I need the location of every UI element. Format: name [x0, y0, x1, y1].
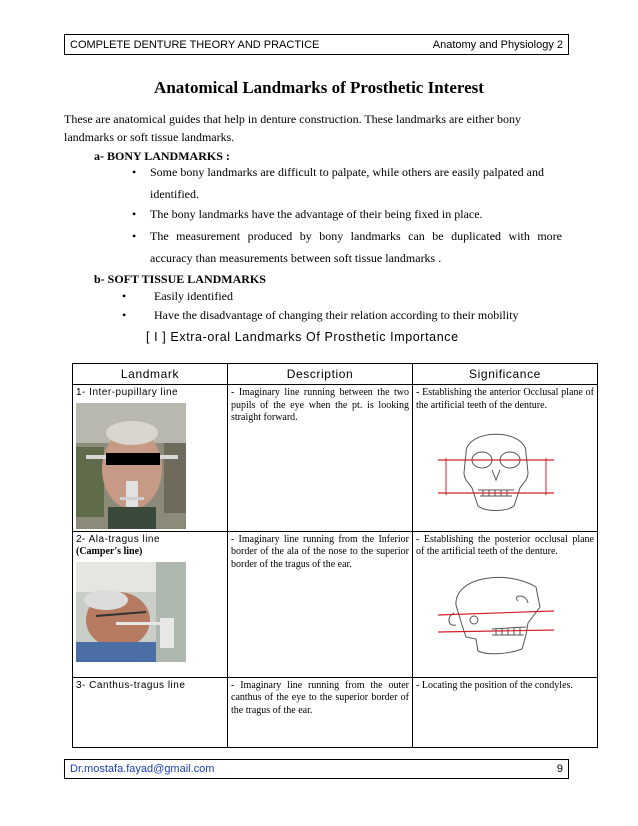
header-left: COMPLETE DENTURE THEORY AND PRACTICE [70, 38, 320, 51]
col-header-landmark: Landmark [73, 364, 228, 385]
col-header-description: Description [228, 364, 413, 385]
description-cell: - Imaginary line running from the Inferior border of the ala of the nose to the superior border of the tragus of the ear. [228, 531, 413, 677]
section-subheading: [ I ] Extra-oral Landmarks Of Prosthetic Importance [146, 330, 459, 344]
bony-bullet-3-line-1: The measurement produced by bony landmarks can be duplicated with more [150, 229, 562, 243]
bony-bullet-1-line-1: Some bony landmarks are difficult to palpate, while others are easily palpated and [150, 165, 544, 179]
page-footer [64, 759, 569, 779]
soft-bullet-2-text: Have the disadvantage of changing their relation according to their mobility [154, 308, 519, 322]
intro-line-1: These are anatomical guides that help in denture construction. These landmarks are either bony [64, 112, 521, 126]
bony-heading: a- BONY LANDMARKS : [94, 149, 230, 163]
bony-bullet-3 [132, 227, 562, 267]
significance-text: - Establishing the posterior occlusal plane of the artificial teeth of the denture. [416, 533, 594, 557]
bony-bullet-1 [132, 163, 567, 203]
table-row [73, 677, 598, 747]
landmark-label: 3- Canthus-tragus line [76, 679, 186, 691]
soft-bullet-2 [122, 306, 567, 324]
skull-front-diagram [436, 418, 556, 513]
significance-cell [413, 385, 598, 532]
soft-bullet-1 [122, 287, 562, 305]
bullet-icon: • [132, 229, 137, 243]
landmark-cell [73, 677, 228, 747]
landmarks-table [72, 363, 598, 748]
col-header-significance: Significance [413, 364, 598, 385]
skull-side-diagram [436, 565, 556, 660]
landmark-cell [73, 531, 228, 677]
bullet-icon: • [132, 207, 137, 221]
table-row [73, 531, 598, 677]
guide-line [438, 611, 554, 615]
bullet-icon: • [122, 289, 127, 303]
landmark-cell [73, 385, 228, 532]
significance-cell [413, 531, 598, 677]
bullet-icon: • [122, 308, 127, 322]
intro-line-2: landmarks or soft tissue landmarks. [64, 130, 235, 144]
description-cell: - Imaginary line running between the two pupils of the eye when the pt. is looking straight forward. [228, 385, 413, 532]
bony-bullet-2-text: The bony landmarks have the advantage of their being fixed in place. [150, 207, 483, 221]
bony-bullet-3-line-2: accuracy than measurements between soft tissue landmarks . [150, 251, 442, 265]
landmark-label: 2- Ala-tragus line [76, 533, 161, 545]
table-row [73, 385, 598, 532]
landmark-label: 1- Inter-pupillary line [76, 387, 179, 398]
description-cell: - Imaginary line running from the outer canthus of the eye to the superior border of the tragus of the ear. [228, 677, 413, 747]
page-header [64, 34, 569, 55]
bony-bullet-2 [132, 205, 567, 223]
significance-text: - Establishing the anterior Occlusal plane of the artificial teeth of the denture. [416, 387, 594, 411]
soft-bullet-1-text: Easily identified [154, 289, 233, 303]
page-number: 9 [556, 763, 563, 775]
bony-bullet-1-line-2: identified. [150, 187, 199, 201]
footer-email-link[interactable]: Dr.mostafa.fayad@gmail.com [70, 763, 215, 775]
soft-heading: b- SOFT TISSUE LANDMARKS [94, 272, 266, 286]
bullet-icon: • [132, 165, 137, 179]
landmark-sublabel: (Camper's line) [76, 546, 143, 557]
table-header-row [73, 364, 598, 385]
page-title: Anatomical Landmarks of Prosthetic Interest [154, 78, 484, 97]
significance-cell: - Locating the position of the condyles. [413, 677, 598, 747]
header-right: Anatomy and Physiology 2 [432, 38, 563, 51]
interpupillary-photo [76, 403, 186, 529]
ala-tragus-photo [76, 562, 186, 662]
